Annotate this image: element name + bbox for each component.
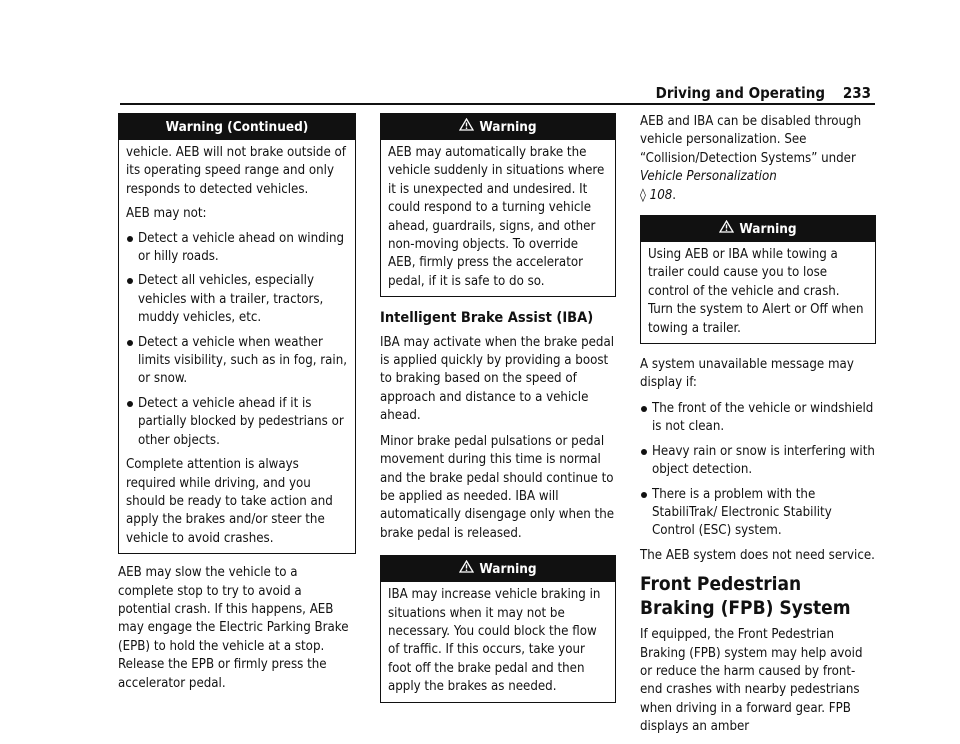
list-item: Detect all vehicles, especially vehicles with a trailer, tractors, muddy vehicles, etc. [126,272,348,327]
warning-paragraph: AEB may not: [126,206,207,222]
body-paragraph: The AEB system does not need service. [640,547,875,563]
warning-header [381,556,615,582]
page-reference[interactable]: 108 [649,187,673,203]
list-item: Detect a vehicle ahead if it is partially blocked by pedestrians or other objects. [126,395,348,450]
column-1 [118,113,356,700]
warning-header [119,114,355,140]
warning-paragraph: vehicle. AEB will not brake outside of its operating speed range and only responds to detected vehicles. [126,145,346,197]
warning-paragraph: Using AEB or IBA while towing a trailer could cause you to lose control of the vehicle and crash. Turn the system to Alert or Off when towing a trailer. [648,247,864,336]
body-paragraph: IBA may activate when the brake pedal is applied quickly by providing a boost to braking based on the speed of approach and distance to a vehicle ahead. [380,334,615,424]
warning-paragraph: AEB may automatically brake the vehicle suddenly in situations where it is unexpected and undesired. It could respond to a turning vehicle ahead, guardrails, signs, and other non-moving objects. To override AEB, firmly press the accelerator pedal, if it is safe to do so. [388,145,605,289]
warning-box [380,113,616,297]
warning-title: Warning [479,119,537,135]
cross-reference-title: Vehicle Personalization [640,169,777,185]
list-item: Heavy rain or snow is interfering with object detection. [640,443,876,480]
body-paragraph [640,113,876,205]
body-paragraph: Minor brake pedal pulsations or pedal movement during this time is normal and the brake pedal should continue to be applied as needed. IBA will automatically disengage only when the brake pedal is released. [380,433,615,541]
warning-paragraph: IBA may increase vehicle braking in situations when it may not be necessary. You could block the flow of traffic. If this occurs, take your foot off the brake pedal and then apply the brakes as needed. [388,587,601,695]
bullet-list [640,400,876,541]
page-reference-icon: ◊ [640,187,646,203]
warning-box [380,555,616,702]
page-header [120,84,875,102]
column-2 [380,113,616,703]
warning-header [641,216,875,242]
list-item: Detect a vehicle when weather limits visibility, such as in fog, rain, or snow. [126,334,348,389]
header-rule [120,103,875,105]
page-number: 233 [842,84,871,102]
paragraph-text: AEB and IBA can be disabled through vehicle personalization. See “Collision/Detection Systems” under [640,114,862,166]
body-paragraph: If equipped, the Front Pedestrian Braking (FPB) system may help avoid or reduce the harm caused by front-end crashes with nearby pedestrians when driving in a forward gear. FPB displays an amber [640,627,863,735]
bullet-list [126,230,348,450]
warning-paragraph: Complete attention is always required while driving, and you should be ready to take action and apply the brakes and/or steer the vehicle to avoid crashes. [126,457,333,546]
warning-title: Warning [479,561,537,578]
warning-triangle-icon [459,556,474,582]
body-paragraph: AEB may slow the vehicle to a complete stop to try to avoid a potential crash. If this happens, AEB may engage the Electric Parking Brake (EPB) to hold the vehicle at a stop. Release the EPB or firmly press the accelerator pedal. [118,565,349,691]
warning-body [119,140,355,553]
warning-body [381,582,615,701]
list-item: The front of the vehicle or windshield is not clean. [640,400,876,437]
running-head: Driving and Operating [655,84,825,102]
warning-box [640,215,876,344]
warning-triangle-icon [459,114,474,140]
list-item: Detect a vehicle ahead on winding or hilly roads. [126,230,348,267]
section-heading: Front Pedestrian Braking (FPB) System [640,573,851,620]
warning-body [381,140,615,296]
column-3 [640,113,876,744]
body-paragraph: A system unavailable message may display if: [640,357,854,391]
section-heading: Intelligent Brake Assist (IBA) [380,310,594,327]
warning-box-continued [118,113,356,554]
warning-title: Warning [739,221,797,238]
warning-title: Warning (Continued) [165,119,309,135]
list-item: There is a problem with the StabiliTrak/ Electronic Stability Control (ESC) system. [640,486,876,541]
warning-body [641,242,875,343]
warning-triangle-icon [719,216,734,242]
paragraph-end: . [672,187,677,203]
warning-header [381,114,615,140]
